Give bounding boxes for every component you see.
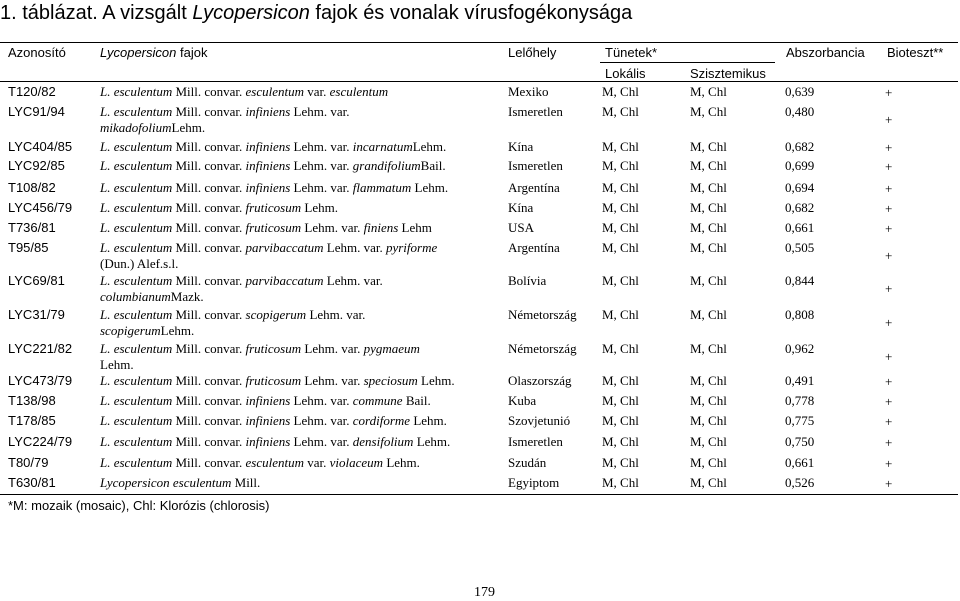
species-text: Lehm. [412, 139, 447, 154]
table-row [0, 434, 958, 450]
species-italic: incarnatum [352, 139, 413, 154]
species-italic: scopigerum [245, 307, 307, 322]
cell-id: LYC91/94 [8, 104, 65, 119]
cell-absorbance: 0,661 [785, 455, 815, 470]
cell-species [100, 373, 455, 389]
species-text: Lehm. var. [323, 273, 383, 288]
species-text: Lehm. var. [290, 434, 353, 449]
cell-biotest: + [885, 112, 893, 127]
cell-biotest: + [885, 435, 893, 450]
species-text: Mill. convar. [172, 273, 246, 288]
cell-species [100, 357, 134, 373]
table-row [0, 84, 958, 100]
cell-location: Olaszország [508, 373, 572, 388]
cell-location: Egyiptom [508, 475, 560, 490]
table-row [0, 455, 958, 471]
species-italic: infiniens [245, 158, 291, 173]
table-top-rule [0, 42, 958, 43]
cell-local: M, Chl [602, 139, 639, 154]
species-text: Mill. convar. [172, 104, 246, 119]
cell-location: Németország [508, 341, 577, 356]
header-species [100, 45, 207, 60]
cell-local: M, Chl [602, 455, 639, 470]
header-biotest: Bioteszt** [887, 45, 944, 60]
species-text: Lehm. var. [290, 139, 353, 154]
species-text: Mill. convar. [172, 413, 246, 428]
species-text: Lehm. var. [301, 373, 364, 388]
cell-location: Kuba [508, 393, 537, 408]
species-italic: L. esculentum [100, 393, 173, 408]
species-text: Lehm. [413, 434, 451, 449]
species-text: Lehm. var. [290, 180, 353, 195]
cell-location: Kína [508, 139, 534, 154]
species-text: Mill. convar. [172, 373, 246, 388]
table-row [0, 341, 958, 372]
species-text: Lehm. var. [290, 104, 350, 119]
species-italic: flammatum [352, 180, 412, 195]
cell-species [100, 240, 437, 256]
cell-systemic: M, Chl [690, 220, 727, 235]
cell-species [100, 84, 388, 100]
cell-biotest: + [885, 85, 893, 100]
species-text: Lehm. [171, 120, 206, 135]
table-row [0, 200, 958, 216]
cell-biotest: + [885, 181, 893, 196]
species-italic: esculentum [245, 455, 304, 470]
table-title [0, 2, 632, 25]
cell-location: Mexiko [508, 84, 549, 99]
cell-id: LYC456/79 [8, 200, 73, 215]
cell-local: M, Chl [602, 475, 639, 490]
cell-location: Bolívia [508, 273, 547, 288]
cell-id: T178/85 [8, 413, 56, 428]
header-local: Lokális [605, 66, 646, 81]
cell-species [100, 139, 446, 155]
species-italic: fruticosum [245, 373, 302, 388]
species-italic: scopigerum [100, 323, 161, 338]
species-text: (Dun.) Alef.s.l. [100, 256, 179, 271]
cell-systemic: M, Chl [690, 413, 727, 428]
table-row [0, 180, 958, 196]
cell-local: M, Chl [602, 240, 639, 255]
species-text: Mill. convar. [172, 393, 246, 408]
cell-absorbance: 0,491 [785, 373, 815, 388]
cell-species [100, 323, 194, 339]
species-italic: L. esculentum [100, 341, 173, 356]
species-italic: densifolium [352, 434, 414, 449]
cell-biotest: + [885, 374, 893, 389]
species-text: Lehm. [417, 373, 455, 388]
cell-id: LYC221/82 [8, 341, 73, 356]
species-italic: Lycopersicon esculentum [100, 475, 232, 490]
cell-absorbance: 0,778 [785, 393, 815, 408]
cell-absorbance: 0,694 [785, 180, 815, 195]
cell-species [100, 180, 448, 196]
cell-local: M, Chl [602, 180, 639, 195]
species-text: Lehm. [383, 455, 420, 470]
cell-id: LYC473/79 [8, 373, 73, 388]
species-italic: infiniens [245, 393, 291, 408]
header-id: Azonosító [8, 45, 66, 60]
species-text: Lehm. var. [290, 413, 353, 428]
cell-location: Ismeretlen [508, 434, 563, 449]
table-header-rule [0, 81, 958, 82]
table-row [0, 220, 958, 236]
cell-absorbance: 0,808 [785, 307, 815, 322]
cell-biotest: + [885, 248, 893, 263]
cell-local: M, Chl [602, 413, 639, 428]
cell-systemic: M, Chl [690, 393, 727, 408]
species-text: Mill. convar. [172, 434, 246, 449]
cell-local: M, Chl [602, 307, 639, 322]
species-italic: infiniens [245, 180, 291, 195]
cell-absorbance: 0,639 [785, 84, 815, 99]
cell-local: M, Chl [602, 158, 639, 173]
species-italic: L. esculentum [100, 307, 173, 322]
table-row [0, 413, 958, 429]
species-text: Mill. convar. [172, 307, 246, 322]
species-italic: L. esculentum [100, 455, 173, 470]
cell-local: M, Chl [602, 341, 639, 356]
cell-id: T120/82 [8, 84, 56, 99]
cell-local: M, Chl [602, 273, 639, 288]
table-row [0, 273, 958, 304]
cell-absorbance: 0,661 [785, 220, 815, 235]
cell-local: M, Chl [602, 220, 639, 235]
species-text: Mill. convar. [172, 455, 246, 470]
species-text: Lehm. [411, 180, 449, 195]
species-italic: parvibaccatum [245, 273, 324, 288]
cell-id: LYC404/85 [8, 139, 73, 154]
species-italic: commune [352, 393, 403, 408]
species-text: Lehm. var. [290, 393, 353, 408]
cell-absorbance: 0,480 [785, 104, 815, 119]
species-text: Lehm. [160, 323, 195, 338]
species-italic: L. esculentum [100, 104, 173, 119]
cell-biotest: + [885, 315, 893, 330]
cell-biotest: + [885, 140, 893, 155]
species-italic: fruticosum [245, 200, 302, 215]
species-italic: L. esculentum [100, 180, 173, 195]
species-text: Mill. [231, 475, 261, 490]
cell-id: LYC69/81 [8, 273, 65, 288]
cell-absorbance: 0,750 [785, 434, 815, 449]
species-italic: L. esculentum [100, 139, 173, 154]
cell-species [100, 341, 420, 357]
cell-species [100, 104, 350, 120]
species-italic: pyriforme [385, 240, 438, 255]
cell-biotest: + [885, 159, 893, 174]
species-italic: speciosum [363, 373, 418, 388]
cell-biotest: + [885, 349, 893, 364]
cell-systemic: M, Chl [690, 273, 727, 288]
species-italic: infiniens [245, 104, 291, 119]
species-text: Lehm. [100, 357, 134, 372]
cell-id: T95/85 [8, 240, 49, 255]
species-text: Lehm. var. [290, 158, 353, 173]
cell-location: Argentína [508, 240, 560, 255]
cell-systemic: M, Chl [690, 180, 727, 195]
species-italic: columbianum [100, 289, 171, 304]
species-italic: L. esculentum [100, 240, 173, 255]
cell-absorbance: 0,682 [785, 139, 815, 154]
cell-species [100, 413, 447, 429]
cell-systemic: M, Chl [690, 200, 727, 215]
species-italic: L. esculentum [100, 84, 173, 99]
species-text: Lehm [398, 220, 432, 235]
cell-species [100, 158, 446, 174]
species-text: Lehm. [410, 413, 447, 428]
species-text: Lehm. var. [301, 341, 364, 356]
cell-local: M, Chl [602, 393, 639, 408]
cell-absorbance: 0,699 [785, 158, 815, 173]
cell-id: LYC31/79 [8, 307, 65, 322]
table-row [0, 240, 958, 271]
cell-absorbance: 0,775 [785, 413, 815, 428]
cell-location: Ismeretlen [508, 104, 563, 119]
cell-local: M, Chl [602, 200, 639, 215]
species-italic: grandifolium [352, 158, 421, 173]
species-italic: L. esculentum [100, 220, 173, 235]
cell-systemic: M, Chl [690, 104, 727, 119]
species-text: var. [304, 455, 330, 470]
cell-absorbance: 0,526 [785, 475, 815, 490]
species-text: Mill. convar. [172, 158, 246, 173]
table-row [0, 373, 958, 389]
cell-local: M, Chl [602, 104, 639, 119]
cell-species [100, 220, 432, 236]
species-text: Bail. [402, 393, 431, 408]
table-row [0, 139, 958, 155]
footnote: *M: mozaik (mosaic), Chl: Klorózis (chlorosis) [8, 498, 270, 513]
species-text: Mazk. [170, 289, 204, 304]
cell-systemic: M, Chl [690, 434, 727, 449]
cell-systemic: M, Chl [690, 341, 727, 356]
cell-systemic: M, Chl [690, 307, 727, 322]
symptoms-rule [600, 62, 775, 63]
species-text: Mill. convar. [172, 220, 246, 235]
species-italic: mikadofolium [100, 120, 172, 135]
species-text: Mill. convar. [172, 84, 246, 99]
cell-species [100, 256, 178, 272]
species-italic: esculentum [329, 84, 389, 99]
species-italic: infiniens [245, 139, 291, 154]
species-text: Mill. convar. [172, 139, 246, 154]
table-row [0, 475, 958, 491]
species-text: Mill. convar. [172, 200, 246, 215]
species-italic: violaceum [329, 455, 384, 470]
cell-id: LYC224/79 [8, 434, 73, 449]
table-row [0, 393, 958, 409]
table-row [0, 104, 958, 135]
species-text: Lehm. var. [323, 240, 386, 255]
cell-species [100, 475, 260, 491]
cell-systemic: M, Chl [690, 139, 727, 154]
cell-species [100, 455, 420, 471]
species-italic: L. esculentum [100, 273, 173, 288]
header-absorbance: Abszorbancia [786, 45, 865, 60]
cell-biotest: + [885, 221, 893, 236]
cell-systemic: M, Chl [690, 475, 727, 490]
cell-systemic: M, Chl [690, 373, 727, 388]
species-italic: L. esculentum [100, 413, 173, 428]
species-italic: pygmaeum [363, 341, 420, 356]
cell-id: T630/81 [8, 475, 56, 490]
species-italic: L. esculentum [100, 158, 173, 173]
cell-absorbance: 0,505 [785, 240, 815, 255]
cell-species [100, 289, 204, 305]
cell-location: Németország [508, 307, 577, 322]
page-number: 179 [474, 585, 495, 600]
cell-species [100, 273, 383, 289]
species-italic: parvibaccatum [245, 240, 324, 255]
species-text: Mill. convar. [172, 180, 246, 195]
title-prefix: 1. táblázat. A vizsgált [0, 2, 193, 24]
cell-id: T80/79 [8, 455, 49, 470]
table-bottom-rule [0, 494, 958, 495]
species-text: Lehm. var. [306, 307, 366, 322]
header-species-genus: Lycopersicon [100, 45, 177, 60]
cell-location: USA [508, 220, 535, 235]
species-text: Bail. [420, 158, 446, 173]
cell-absorbance: 0,682 [785, 200, 815, 215]
cell-biotest: + [885, 281, 893, 296]
cell-systemic: M, Chl [690, 455, 727, 470]
cell-species [100, 120, 205, 136]
cell-local: M, Chl [602, 373, 639, 388]
cell-biotest: + [885, 201, 893, 216]
header-symptoms: Tünetek* [605, 45, 658, 60]
species-italic: finiens [363, 220, 399, 235]
species-italic: esculentum [245, 84, 304, 99]
species-text: Lehm. [301, 200, 338, 215]
table-row [0, 307, 958, 338]
cell-id: T736/81 [8, 220, 56, 235]
cell-absorbance: 0,962 [785, 341, 815, 356]
table-row [0, 158, 958, 174]
species-text: Mill. convar. [172, 240, 246, 255]
header-location: Lelőhely [508, 45, 557, 60]
cell-location: Szovjetunió [508, 413, 571, 428]
cell-species [100, 393, 431, 409]
species-italic: fruticosum [245, 220, 302, 235]
cell-species [100, 307, 365, 323]
cell-biotest: + [885, 476, 893, 491]
cell-species [100, 434, 450, 450]
cell-systemic: M, Chl [690, 84, 727, 99]
title-genus: Lycopersicon [192, 2, 310, 24]
cell-local: M, Chl [602, 434, 639, 449]
cell-absorbance: 0,844 [785, 273, 815, 288]
species-italic: L. esculentum [100, 434, 173, 449]
cell-id: T138/98 [8, 393, 56, 408]
species-italic: L. esculentum [100, 200, 173, 215]
cell-id: LYC92/85 [8, 158, 65, 173]
species-italic: infiniens [245, 434, 291, 449]
header-systemic: Szisztemikus [690, 66, 766, 81]
cell-location: Ismeretlen [508, 158, 563, 173]
cell-id: T108/82 [8, 180, 56, 195]
cell-systemic: M, Chl [690, 240, 727, 255]
species-text: Mill. convar. [172, 341, 246, 356]
cell-biotest: + [885, 394, 893, 409]
title-suffix: fajok és vonalak vírusfogékonysága [309, 2, 633, 24]
header-species-suffix: fajok [176, 45, 208, 60]
species-italic: L. esculentum [100, 373, 173, 388]
cell-systemic: M, Chl [690, 158, 727, 173]
cell-biotest: + [885, 456, 893, 471]
cell-location: Kína [508, 200, 534, 215]
cell-location: Szudán [508, 455, 547, 470]
species-text: var. [304, 84, 330, 99]
species-italic: cordiforme [352, 413, 411, 428]
species-text: Lehm. var. [301, 220, 364, 235]
cell-species [100, 200, 338, 216]
cell-local: M, Chl [602, 84, 639, 99]
species-italic: infiniens [245, 413, 291, 428]
species-italic: fruticosum [245, 341, 302, 356]
cell-biotest: + [885, 414, 893, 429]
cell-location: Argentína [508, 180, 560, 195]
